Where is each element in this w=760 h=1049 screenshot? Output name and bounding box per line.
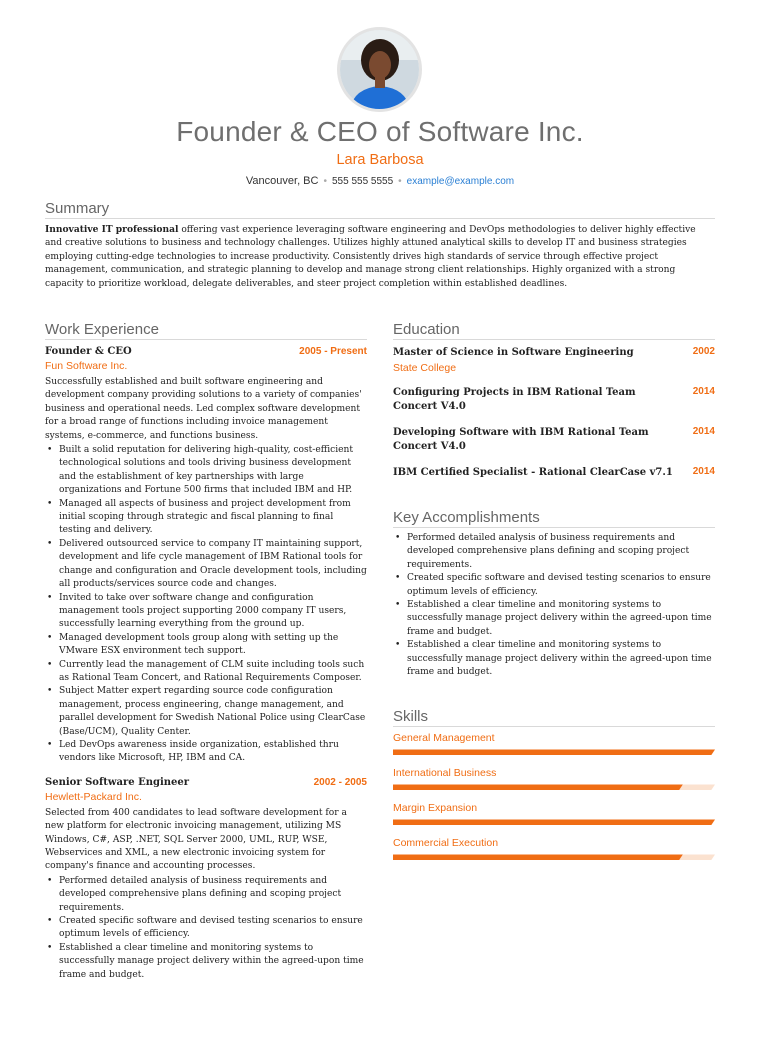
skill-bar-fill (393, 784, 683, 790)
list-item: • Subject Matter expert regarding source code configuration management, process engineering, change management, and parallel development for Swedish National Police using ClearCase (Base/UCM), Quality Center. (45, 685, 367, 739)
education-year: 2014 (692, 466, 715, 477)
education-degree: Configuring Projects in IBM Rational Team Concert V4.0 (393, 387, 636, 412)
skill-level-bar (393, 784, 715, 790)
profile-photo (337, 27, 422, 112)
education-entry (393, 426, 715, 454)
skill-label: Margin Expansion (393, 802, 478, 815)
skill-item (393, 767, 715, 790)
job-company: Fun Software Inc. (45, 360, 128, 372)
list-item: • Led DevOps awareness inside organization, established thru vendors like Microsoft, HP, IBM and CA. (45, 739, 367, 766)
education-entry (393, 386, 715, 414)
skill-level-bar (393, 854, 715, 860)
work-experience-heading: Work Experience (45, 321, 367, 340)
skill-label: International Business (393, 767, 497, 780)
accomplishments-list (393, 532, 715, 679)
list-item: • Established a clear timeline and monitoring systems to successfully manage project delivery within the agreed-upon time frame and budget. (45, 942, 367, 982)
job-description: Successfully established and built software engineering and development company providing solutions to a variety of companies' business and operational needs. Led complex software development for a broad range of functions including invoice management systems, e-commerce, and functions business. (45, 377, 362, 441)
work-experience-section (45, 321, 367, 982)
job-bullets (45, 875, 367, 982)
list-item: • Established a clear timeline and monitoring systems to successfully manage project delivery within the agreed-upon time frame and budget. (393, 639, 715, 679)
job-role: Senior Software Engineer (45, 776, 190, 788)
separator-dot: • (323, 176, 327, 187)
education-degree: IBM Certified Specialist - Rational ClearCase v7.1 (393, 467, 673, 478)
job-role: Founder & CEO (45, 346, 132, 357)
job-entry (45, 346, 367, 766)
education-year: 2014 (692, 386, 715, 397)
summary-text (45, 223, 715, 291)
skills-heading: Skills (393, 708, 715, 727)
list-item: • Currently lead the management of CLM suite including tools such as Rational Team Concert, and Rational Requirements Composer. (45, 659, 367, 686)
education-entry (393, 466, 715, 480)
list-item: • Managed all aspects of business and project development from initial scoping through strategic and fiscal planning to final testing and delivery. (45, 498, 367, 538)
accomplishments-heading: Key Accomplishments (393, 509, 715, 528)
summary-body: offering vast experience leveraging software engineering and DevOps methodologies to deliver highly effective and creative solutions to business and technology challenges. Utilizes highly attuned analytical skills to develop IT and business strategies employing cutting-edge technologies to increase productivity. Consistently drives high standards of service through effective project management, communication, and strategic planning to develop and manage strong client relationships. Highly organized with a strong capacity to prioritize workload, delegate deliverables, and steer project completion within established deadlines. (45, 225, 696, 289)
education-school: State College (393, 362, 457, 374)
job-bullets (45, 444, 367, 766)
list-item: • Managed development tools group along with setting up the VMware ESX environment tech support. (45, 632, 367, 659)
education-entry (393, 346, 715, 374)
skill-label: General Management (393, 732, 495, 745)
skill-item (393, 837, 715, 860)
job-company: Hewlett-Packard Inc. (45, 790, 142, 803)
contact-city: Vancouver, BC (245, 175, 319, 187)
list-item: • Established a clear timeline and monitoring systems to successfully manage project delivery within the agreed-upon time frame and budget. (393, 599, 715, 639)
list-item: • Invited to take over software change and configuration management tools project supporting 2000 company IT users, successfully learning everything from the ground up. (45, 592, 367, 632)
right-column (393, 321, 715, 860)
list-item: • Performed detailed analysis of business requirements and developed comprehensive plans defining and scoping project requirements. (45, 875, 367, 915)
contact-line (0, 175, 760, 187)
skill-item (393, 732, 715, 755)
skill-item (393, 802, 715, 825)
job-description: Selected from 400 candidates to lead software development for a new platform for electronic invoicing management, utilizing MS Windows, C#, ASP, .NET, SQL Server 2000, UML, RUP, WSE, Webservices and XML, a new electronic invoicing system for company's finance and accounting processes. (45, 807, 347, 872)
education-year: 2002 (692, 346, 715, 357)
education-degree: Master of Science in Software Engineering (393, 347, 634, 358)
skill-bar-fill (393, 749, 715, 755)
skill-level-bar (393, 749, 715, 755)
list-item: • Created specific software and devised testing scenarios to ensure optimum levels of efficiency. (45, 915, 367, 942)
job-entry (45, 777, 367, 982)
education-year: 2014 (692, 426, 715, 437)
candidate-name: Lara Barbosa (336, 152, 424, 168)
skill-level-bar (393, 819, 715, 825)
resume-title: Founder & CEO of Software Inc. (176, 116, 584, 147)
contact-email-link[interactable]: example@example.com (406, 176, 515, 187)
skill-bar-fill (393, 854, 683, 860)
job-dates: 2005 - Present (299, 346, 367, 357)
separator-dot: • (398, 176, 402, 187)
contact-phone: 555 555 5555 (331, 176, 394, 187)
skill-label: Commercial Execution (393, 837, 499, 850)
education-heading: Education (393, 321, 715, 340)
list-item: • Delivered outsourced service to company IT maintaining support, development and life cycle management of IBM Rational tools for change and configuration and Oracle development tools, including all products/services source code and changes. (45, 538, 367, 592)
summary-heading: Summary (45, 200, 715, 219)
summary-section (45, 200, 715, 291)
education-degree: Developing Software with IBM Rational Team Concert V4.0 (393, 427, 649, 452)
list-item: • Built a solid reputation for delivering high-quality, cost-efficient technological solutions and tools driving business development and the establishment of key partnerships with large organizations and Fortune 500 firms that included IBM and HP. (45, 444, 367, 498)
list-item: • Performed detailed analysis of business requirements and developed comprehensive plans defining and scoping project requirements. (393, 532, 715, 572)
skill-bar-fill (393, 819, 715, 825)
list-item: • Created specific software and devised testing scenarios to ensure optimum levels of efficiency. (393, 572, 715, 599)
job-dates: 2002 - 2005 (313, 776, 367, 788)
summary-lead: Innovative IT professional (45, 224, 179, 235)
